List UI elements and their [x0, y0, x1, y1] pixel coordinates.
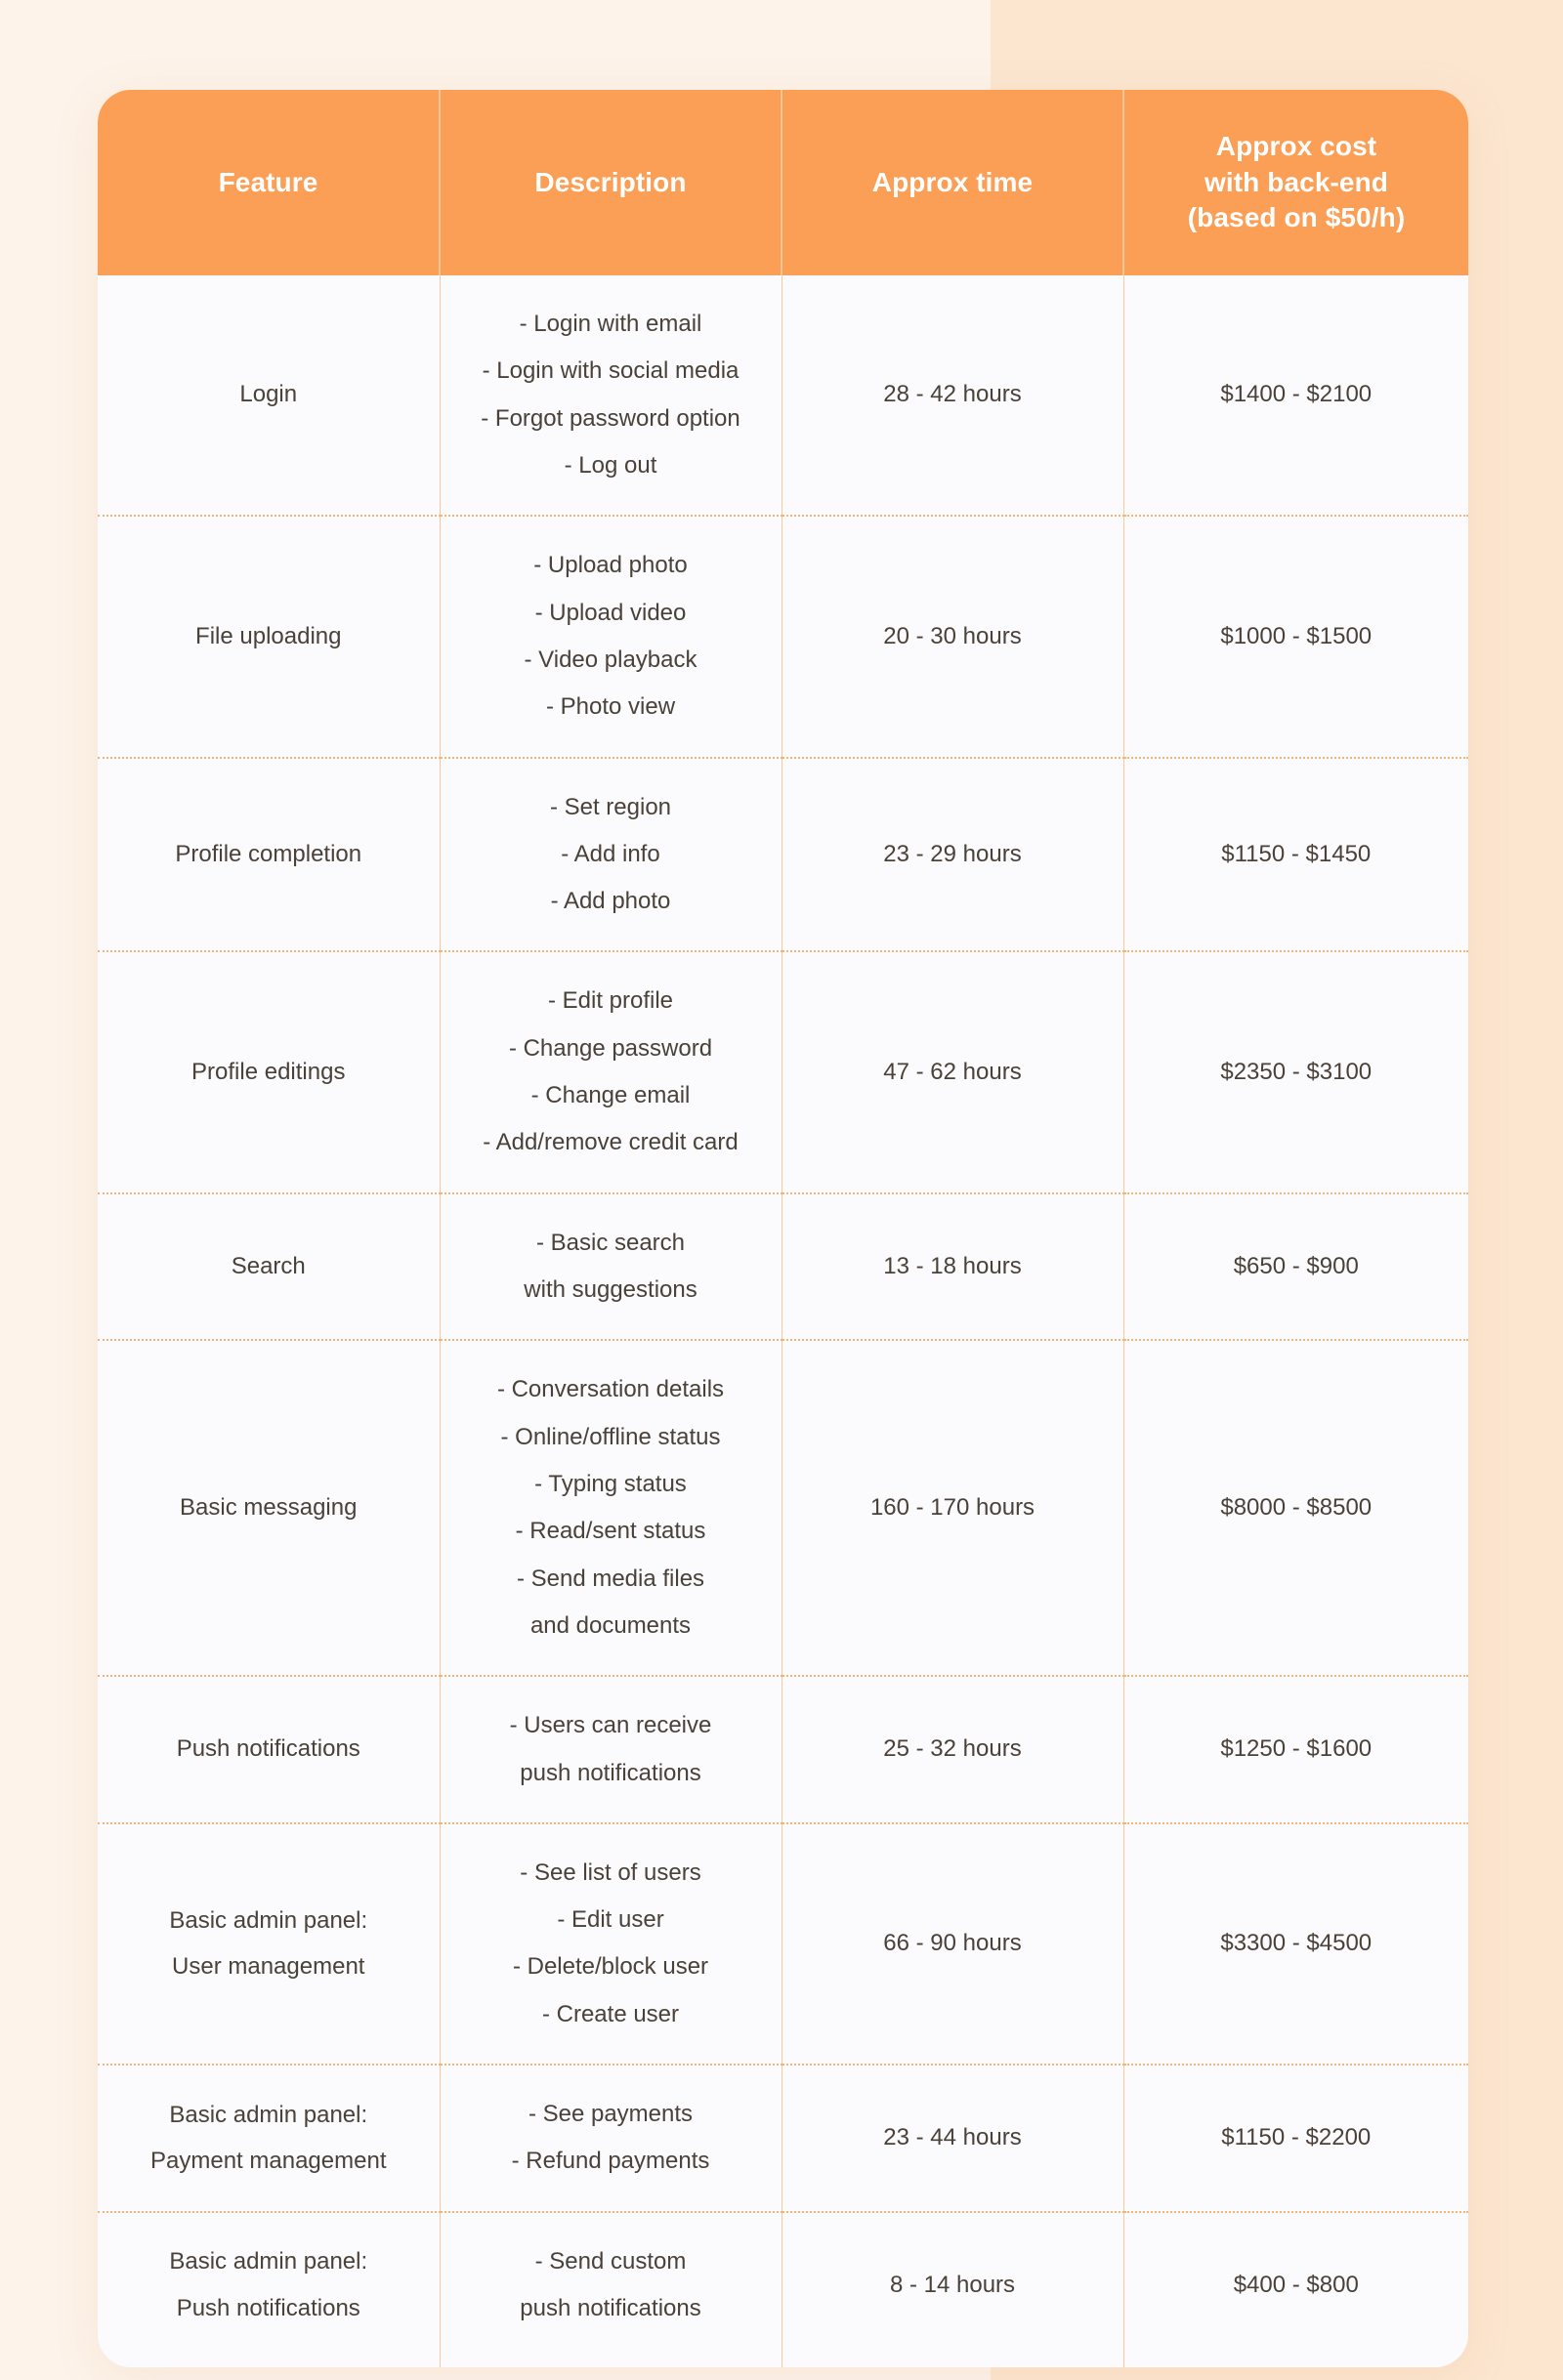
- description-cell: [440, 1193, 782, 1341]
- cell-line: 8 - 14 hours: [889, 2271, 1016, 2298]
- table-row: [98, 951, 1468, 1192]
- cell-line: - Edit user: [557, 1906, 664, 1934]
- cell-line: Push notifications: [176, 2294, 360, 2321]
- table-row: [98, 1676, 1468, 1823]
- cell-line: - Conversation details: [496, 1376, 725, 1403]
- cell-line: - Refund payments: [511, 2148, 710, 2175]
- column-header-line: Feature: [218, 166, 318, 197]
- cell-line: - Users can receive: [509, 1712, 712, 1739]
- feature-cell: [98, 516, 440, 757]
- cell-line: $650 - $900: [1233, 1252, 1359, 1279]
- cell-line: $1150 - $1450: [1221, 840, 1372, 867]
- feature-cell: [98, 1676, 440, 1823]
- table-row: [98, 1823, 1468, 2065]
- cell-line: $2350 - $3100: [1220, 1058, 1373, 1085]
- approx-cost-cell: [1123, 2065, 1468, 2212]
- cell-line: - Send custom: [534, 2247, 687, 2275]
- cell-line: - Upload photo: [533, 552, 688, 579]
- column-header-approx-cost: [1123, 90, 1468, 275]
- approx-cost-cell: [1123, 516, 1468, 757]
- description-cell: [440, 1340, 782, 1676]
- cell-line: - Login with email: [519, 311, 702, 337]
- approx-time-cell: [782, 1193, 1123, 1341]
- cell-line: $1250 - $1600: [1220, 1735, 1373, 1763]
- feature-estimate-table: [98, 90, 1468, 2367]
- table-row: [98, 516, 1468, 757]
- cell-line: Basic admin panel:: [169, 2101, 368, 2128]
- approx-time-cell: [782, 516, 1123, 757]
- cell-line: - See list of users: [520, 1858, 701, 1886]
- approx-time-cell: [782, 1340, 1123, 1676]
- approx-time-cell: [782, 2065, 1123, 2212]
- cell-line: - Upload video: [534, 599, 687, 626]
- cell-line: - Create user: [541, 2000, 680, 2027]
- cell-line: - Set region: [549, 793, 672, 820]
- cell-line: - Send media files: [516, 1565, 705, 1592]
- cell-line: 28 - 42 hours: [883, 381, 1022, 408]
- cell-line: 20 - 30 hours: [883, 622, 1022, 649]
- cell-line: Basic admin panel:: [169, 2248, 368, 2276]
- approx-cost-cell: [1123, 2212, 1468, 2368]
- cell-line: - Add/remove credit card: [483, 1129, 739, 1156]
- approx-cost-cell: [1123, 1823, 1468, 2065]
- cell-line: Profile completion: [175, 840, 362, 867]
- cell-line: and documents: [529, 1611, 692, 1639]
- feature-estimate-card: [98, 90, 1468, 2367]
- cell-line: - Photo view: [545, 693, 676, 721]
- cell-line: $8000 - $8500: [1220, 1494, 1373, 1522]
- table-row: [98, 1193, 1468, 1341]
- cell-line: 160 - 170 hours: [869, 1494, 1035, 1522]
- description-cell: [440, 1676, 782, 1823]
- cell-line: $3300 - $4500: [1220, 1930, 1373, 1957]
- feature-cell: [98, 1823, 440, 2065]
- cell-line: - Add photo: [550, 888, 671, 915]
- column-header-line: with back-end: [1204, 166, 1388, 197]
- column-header-line: Approx time: [871, 166, 1034, 197]
- column-header-line: Approx cost: [1215, 130, 1377, 161]
- approx-time-cell: [782, 2212, 1123, 2368]
- cell-line: - Change password: [508, 1034, 713, 1062]
- approx-time-cell: [782, 275, 1123, 516]
- feature-cell: [98, 275, 440, 516]
- feature-cell: [98, 2065, 440, 2212]
- approx-cost-cell: [1123, 275, 1468, 516]
- cell-line: push notifications: [520, 2295, 701, 2321]
- cell-line: Push notifications: [176, 1735, 360, 1763]
- cell-line: - Read/sent status: [515, 1518, 706, 1545]
- table-row: [98, 1340, 1468, 1676]
- cell-line: - Add info: [561, 840, 660, 867]
- cell-line: $1000 - $1500: [1220, 622, 1373, 649]
- cell-line: 23 - 29 hours: [883, 840, 1022, 867]
- table-header: [98, 90, 1468, 275]
- approx-cost-cell: [1123, 1193, 1468, 1341]
- table-row: [98, 2212, 1468, 2368]
- cell-line: Payment management: [150, 2147, 387, 2174]
- description-cell: [440, 951, 782, 1192]
- cell-line: - See payments: [528, 2101, 694, 2128]
- column-header-line: Description: [534, 166, 687, 197]
- column-header-feature: [98, 90, 440, 275]
- cell-line: with suggestions: [524, 1276, 697, 1303]
- cell-line: - Delete/block user: [512, 1953, 709, 1981]
- cell-line: - Forgot password option: [481, 404, 740, 432]
- cell-line: User management: [172, 1952, 365, 1980]
- cell-line: 47 - 62 hours: [883, 1058, 1022, 1085]
- approx-cost-cell: [1123, 1340, 1468, 1676]
- approx-time-cell: [782, 1823, 1123, 2065]
- column-header-description: [440, 90, 782, 275]
- description-cell: [440, 516, 782, 757]
- approx-cost-cell: [1123, 758, 1468, 952]
- table-row: [98, 2065, 1468, 2212]
- cell-line: - Change email: [530, 1082, 691, 1109]
- cell-line: 13 - 18 hours: [883, 1252, 1022, 1279]
- cell-line: $1150 - $2200: [1221, 2124, 1372, 2151]
- cell-line: $400 - $800: [1233, 2271, 1359, 2298]
- cell-line: Login: [239, 381, 298, 408]
- approx-cost-cell: [1123, 1676, 1468, 1823]
- table-body: [98, 275, 1468, 2367]
- feature-cell: [98, 2212, 440, 2368]
- cell-line: Basic messaging: [180, 1494, 358, 1522]
- cell-line: Profile editings: [191, 1058, 346, 1085]
- approx-cost-cell: [1123, 951, 1468, 1192]
- cell-line: push notifications: [520, 1759, 701, 1786]
- description-cell: [440, 275, 782, 516]
- description-cell: [440, 2065, 782, 2212]
- cell-line: - Log out: [564, 451, 657, 479]
- cell-line: - Basic search: [535, 1229, 686, 1256]
- feature-cell: [98, 951, 440, 1192]
- cell-line: - Typing status: [534, 1470, 687, 1497]
- feature-cell: [98, 758, 440, 952]
- table-header-row: [98, 90, 1468, 275]
- approx-time-cell: [782, 758, 1123, 952]
- cell-line: Search: [231, 1252, 306, 1279]
- cell-line: - Video playback: [524, 646, 697, 673]
- cell-line: Basic admin panel:: [169, 1906, 368, 1934]
- description-cell: [440, 1823, 782, 2065]
- feature-cell: [98, 1193, 440, 1341]
- description-cell: [440, 758, 782, 952]
- approx-time-cell: [782, 951, 1123, 1192]
- feature-cell: [98, 1340, 440, 1676]
- column-header-approx-time: [782, 90, 1123, 275]
- cell-line: File uploading: [195, 622, 342, 649]
- description-cell: [440, 2212, 782, 2368]
- cell-line: $1400 - $2100: [1220, 381, 1373, 408]
- cell-line: 66 - 90 hours: [883, 1930, 1022, 1957]
- cell-line: - Login with social media: [482, 357, 739, 385]
- table-row: [98, 275, 1468, 516]
- cell-line: - Edit profile: [547, 987, 674, 1015]
- cell-line: 25 - 32 hours: [883, 1735, 1022, 1763]
- column-header-line: (based on $50/h): [1187, 202, 1406, 233]
- table-row: [98, 758, 1468, 952]
- cell-line: 23 - 44 hours: [883, 2124, 1022, 2151]
- cell-line: - Online/offline status: [500, 1423, 721, 1450]
- approx-time-cell: [782, 1676, 1123, 1823]
